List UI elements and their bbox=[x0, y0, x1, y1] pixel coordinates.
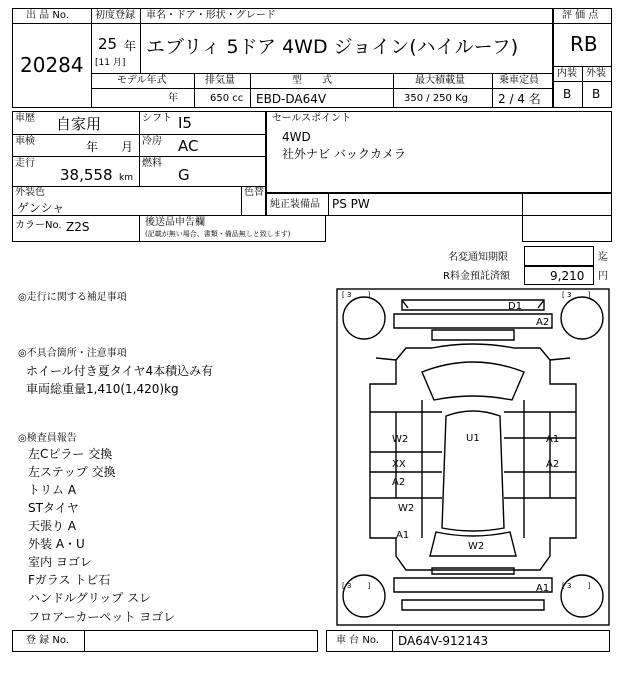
mark-bottom-a1: A1 bbox=[536, 583, 550, 594]
interior-label: 内装 bbox=[557, 68, 577, 79]
mark-left-a2: A2 bbox=[392, 477, 406, 488]
tire-front-right bbox=[561, 297, 603, 339]
inspector-line-2: 左ステップ 交換 bbox=[28, 465, 116, 479]
load-label: 最大積載量 bbox=[415, 75, 465, 86]
tire-bl-label: [ 3 ] bbox=[342, 582, 371, 590]
cooler-value: AC bbox=[178, 137, 199, 155]
history-value: 自家用 bbox=[56, 115, 102, 133]
reg-no-label: 登 録 No. bbox=[26, 635, 69, 646]
aftermarket-label: 後送品申告欄 bbox=[145, 217, 205, 228]
inspection-year: 年 bbox=[86, 140, 99, 154]
type-value: EBD-DA64V bbox=[256, 92, 327, 106]
genuine-value: PS PW bbox=[332, 197, 370, 211]
tire-br-label: [ 3 ] bbox=[562, 582, 591, 590]
model-year-value: 年 bbox=[168, 93, 178, 104]
lot-number: 20284 bbox=[20, 53, 84, 77]
genuine-label: 純正装備品 bbox=[270, 199, 320, 210]
name-change-field bbox=[524, 246, 594, 266]
mileage-value: 38,558 bbox=[60, 166, 113, 184]
sales-point-2: 社外ナビ バックカメラ bbox=[282, 147, 406, 161]
exterior-label: 外装 bbox=[586, 68, 606, 79]
fuel-label: 燃料 bbox=[142, 158, 162, 169]
car-name: エブリィ 5ドア 4WD ジョイン(ハイルーフ) bbox=[146, 36, 519, 58]
load-value: 350 / 250 Kg bbox=[404, 93, 468, 104]
cooler-label: 冷房 bbox=[142, 136, 162, 147]
first-reg-month: [11 月] bbox=[95, 58, 126, 68]
inspector-line-1: 左Cピラー 交換 bbox=[28, 447, 113, 461]
mark-rear-w2: W2 bbox=[468, 541, 485, 552]
recycle-value: 9,210 bbox=[550, 269, 585, 283]
interior-score: B bbox=[563, 87, 572, 101]
model-year-label: モデル年式 bbox=[117, 75, 167, 86]
score-label: 評 価 点 bbox=[562, 10, 599, 21]
color-label: 外装色 bbox=[15, 187, 45, 198]
inspection-month: 月 bbox=[121, 140, 134, 154]
mark-left-a1: A1 bbox=[396, 530, 410, 541]
inspector-line-8: Fガラス トビ石 bbox=[28, 573, 111, 587]
mark-left-xx: XX bbox=[392, 459, 406, 470]
sales-point-label: セールスポイント bbox=[272, 113, 352, 124]
fuel-value: G bbox=[178, 166, 190, 184]
lot-label: 出 品 No. bbox=[26, 10, 69, 21]
defect-line-2: 車両総重量1,410(1,420)kg bbox=[26, 382, 179, 396]
defect-line-1: ホイール付き夏タイヤ4本積込み有 bbox=[26, 364, 214, 378]
mark-right-a2: A2 bbox=[546, 459, 560, 470]
color-no-label: カラーNo. bbox=[15, 220, 62, 231]
mileage-label: 走行 bbox=[15, 158, 35, 169]
name-change-unit: 迄 bbox=[598, 252, 608, 263]
inspector-line-9: ハンドルグリップ スレ bbox=[28, 591, 152, 605]
sales-point-1: 4WD bbox=[282, 130, 311, 144]
displacement-value: 650 cc bbox=[210, 93, 244, 104]
capacity-value: 2 / 4 名 bbox=[498, 92, 541, 106]
capacity-label: 乗車定員 bbox=[499, 75, 539, 86]
inspector-line-3: トリム A bbox=[28, 483, 77, 497]
first-reg-year: 25 bbox=[98, 35, 118, 53]
recycle-label: R料金預託済額 bbox=[443, 271, 510, 282]
tire-tr-label: [ 3 ] bbox=[562, 291, 591, 299]
color-no-value: Z2S bbox=[66, 220, 90, 234]
shift-label: シフト bbox=[142, 113, 172, 124]
mark-top-d1: D1 bbox=[508, 301, 523, 312]
history-label: 車歴 bbox=[15, 113, 35, 124]
first-reg-label: 初度登録 bbox=[95, 10, 135, 21]
exterior-score: B bbox=[592, 87, 601, 101]
color-change-label: 色替 bbox=[244, 187, 264, 198]
name-label: 車名・ドア・形状・グレード bbox=[146, 10, 276, 21]
mark-left-w2b: W2 bbox=[398, 503, 415, 514]
mark-top-a2: A2 bbox=[536, 317, 550, 328]
type-label: 型 式 bbox=[292, 75, 332, 86]
inspection-label: 車検 bbox=[15, 136, 35, 147]
chassis-no-value: DA64V-912143 bbox=[398, 634, 489, 648]
inspector-line-6: 外装 A・U bbox=[28, 537, 85, 551]
first-reg-year-unit: 年 bbox=[124, 39, 137, 53]
mileage-unit: km bbox=[119, 173, 133, 183]
shift-value: I5 bbox=[178, 114, 192, 132]
name-change-label: 名変通知期限 bbox=[448, 252, 508, 263]
car-damage-diagram bbox=[336, 288, 610, 626]
inspector-line-10: フロアーカーペット ヨゴレ bbox=[28, 610, 176, 624]
defects-title: ◎不具合箇所・注意事項 bbox=[18, 348, 127, 359]
color-value: ゲンシャ bbox=[17, 201, 65, 215]
inspector-title: ◎検査員報告 bbox=[18, 433, 77, 444]
tire-front-left bbox=[343, 297, 385, 339]
score-value: RB bbox=[570, 32, 598, 56]
inspector-line-5: 天張り A bbox=[28, 519, 77, 533]
chassis-no-label: 車 台 No. bbox=[336, 635, 379, 646]
mark-right-a1: A1 bbox=[546, 434, 560, 445]
aftermarket-note: (記載が無い場合、書類・備品無しと致します) bbox=[145, 230, 291, 238]
mark-roof-u1: U1 bbox=[466, 433, 480, 444]
recycle-unit: 円 bbox=[598, 271, 608, 282]
displacement-label: 排気量 bbox=[205, 75, 235, 86]
inspector-line-7: 室内 ヨゴレ bbox=[28, 555, 92, 569]
genuine-extra-box bbox=[522, 215, 612, 242]
inspector-line-4: STタイヤ bbox=[28, 501, 79, 515]
mark-left-w2: W2 bbox=[392, 434, 409, 445]
tire-tl-label: [ 3 ] bbox=[342, 291, 371, 299]
driving-notes-title: ◎走行に関する補足事項 bbox=[18, 292, 127, 303]
